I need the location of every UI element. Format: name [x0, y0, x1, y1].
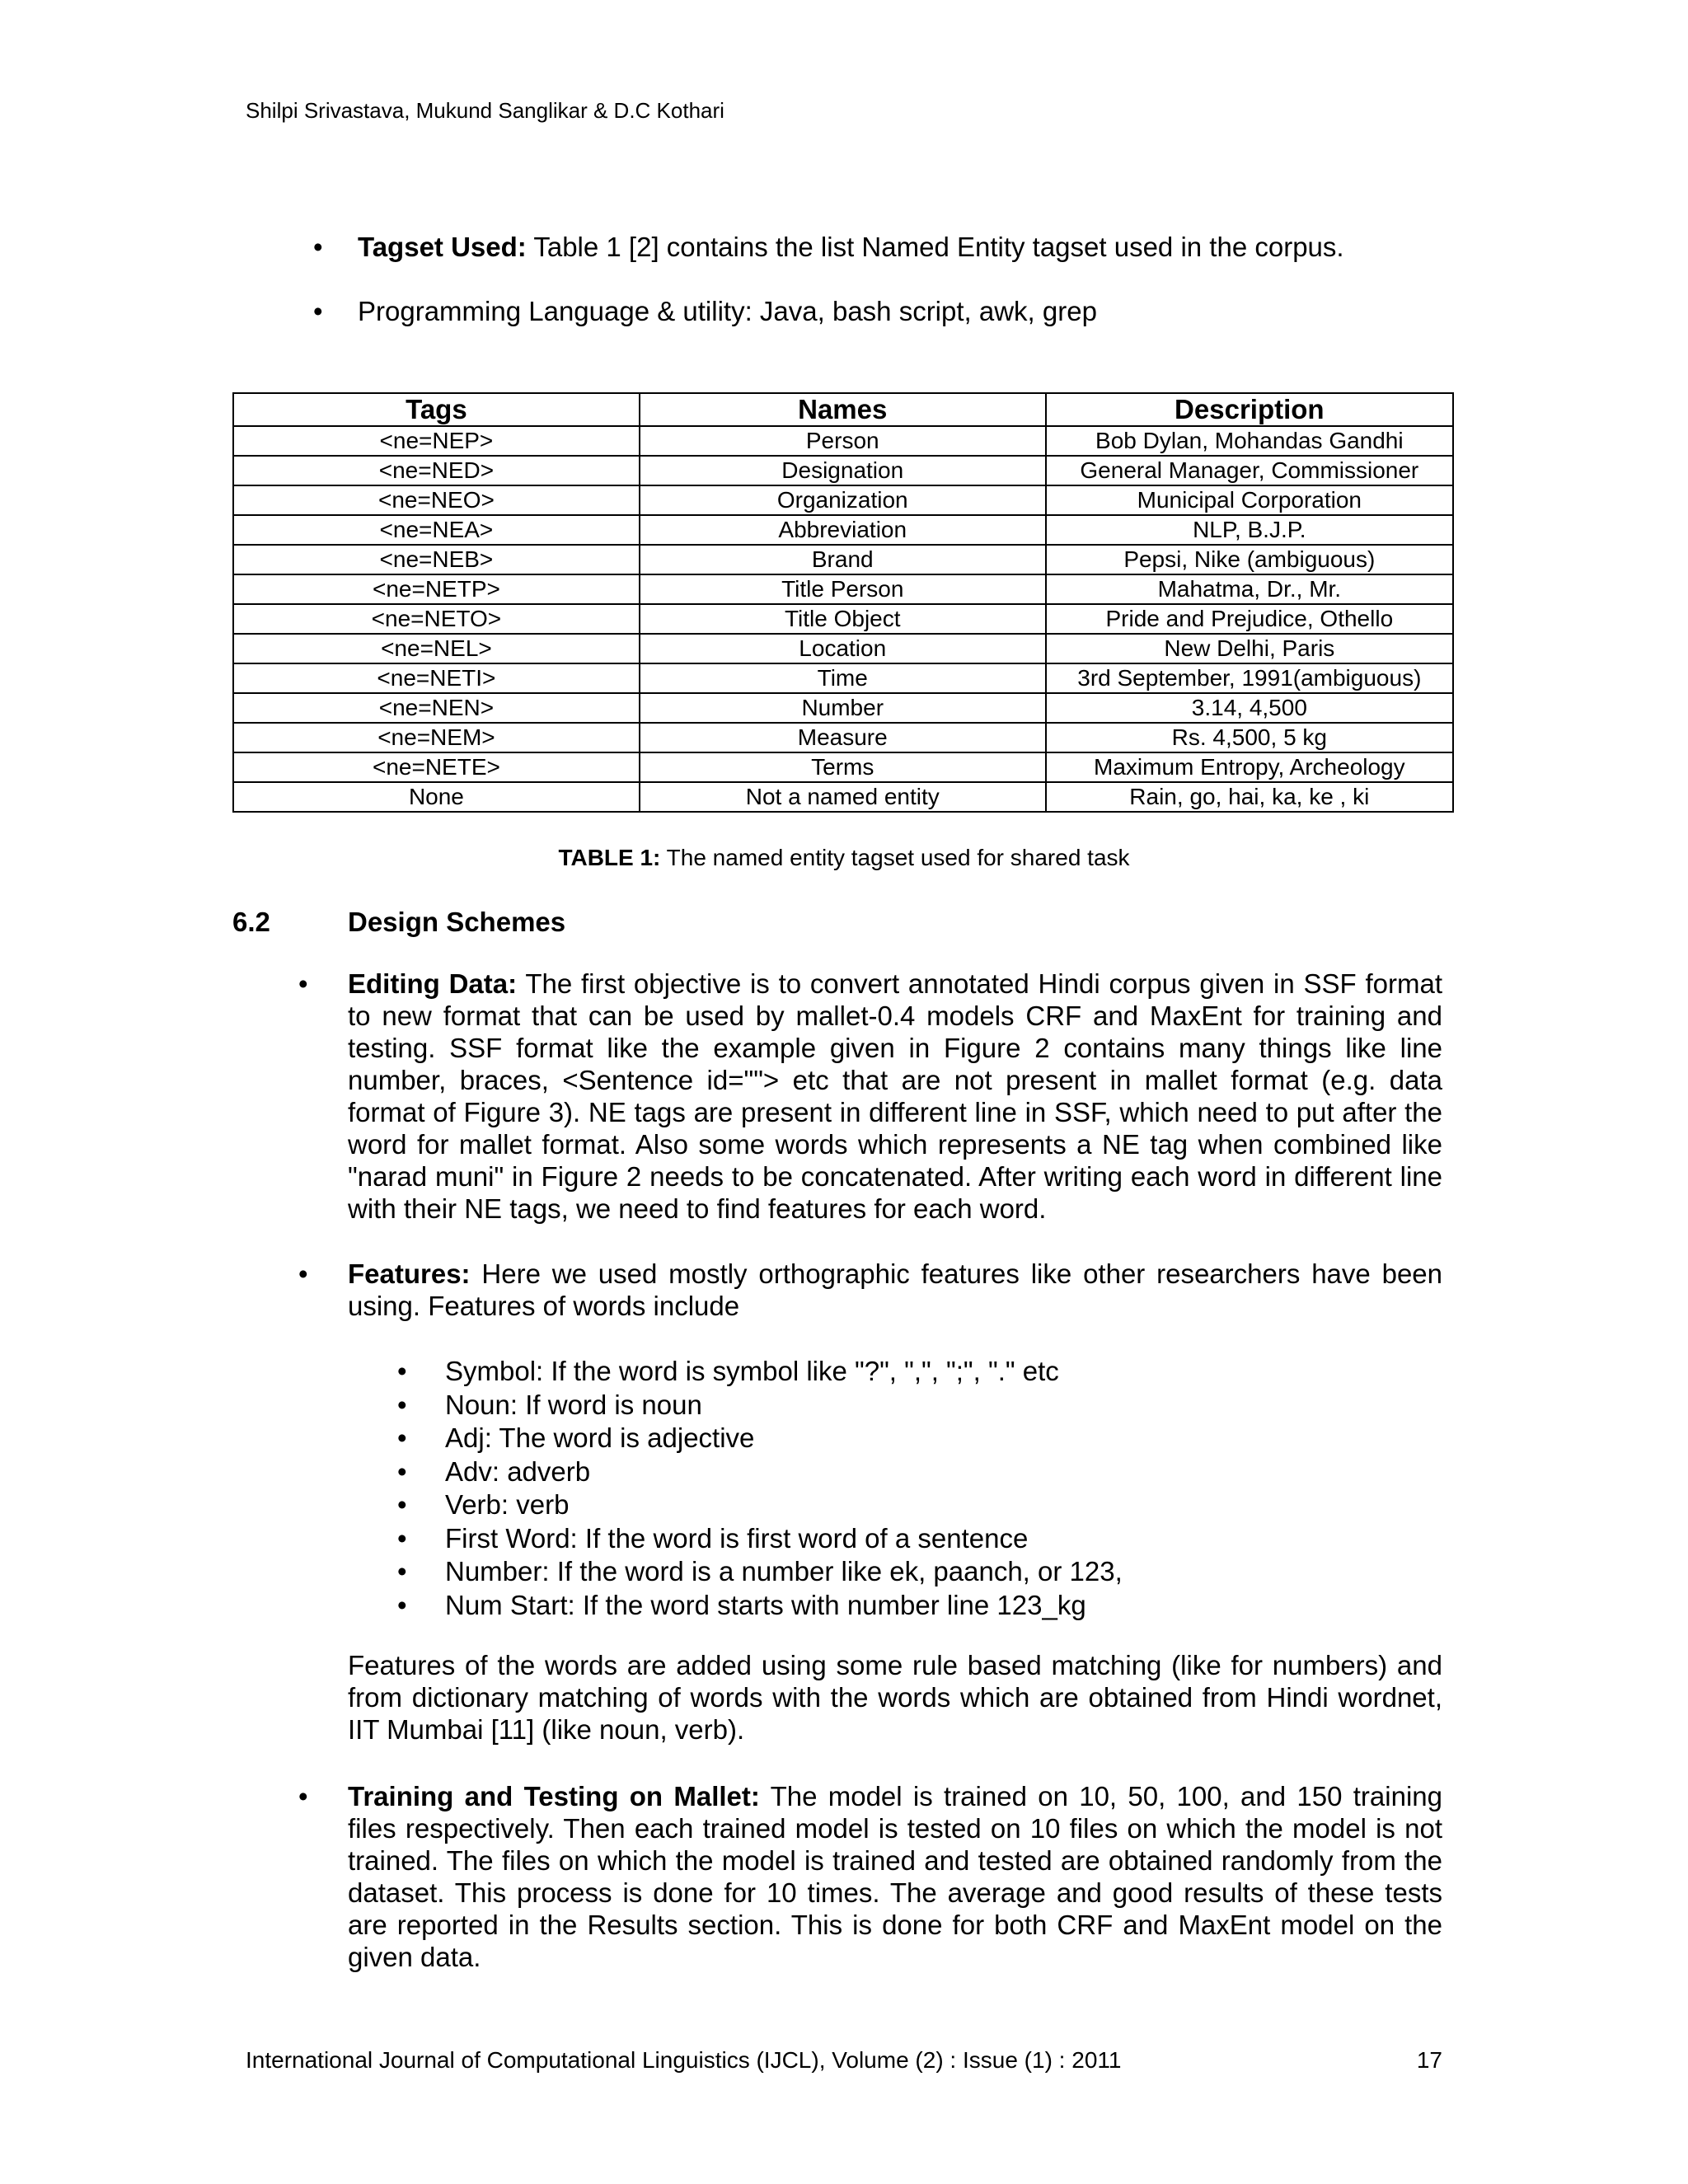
table-row	[233, 604, 1453, 634]
description-cell: NLP, B.J.P.	[1046, 515, 1453, 545]
list-item-text: Verb: verb	[445, 1489, 570, 1520]
bullet-dot: •	[397, 1489, 407, 1520]
features-followup-paragraph: Features of the words are added using some rule based matching (like for numbers) and from dictionary matching of words with the words which are obtained from Hindi wordnet, IIT Mumbai [11] (like noun, verb).	[348, 1650, 1442, 1745]
table-row	[233, 752, 1453, 782]
column-header-names: Names	[640, 393, 1046, 426]
bullet-editing-data	[298, 968, 1442, 1225]
name-cell: Measure	[640, 723, 1046, 752]
list-item-text: Symbol: If the word is symbol like "?", ",", ";", "." etc	[445, 1356, 1059, 1386]
description-cell: Maximum Entropy, Archeology	[1046, 752, 1453, 782]
description-cell: Pride and Prejudice, Othello	[1046, 604, 1453, 634]
paragraph-text: The first objective is to convert annotated Hindi corpus given in SSF format to new format that can be used by mallet-0.4 models CRF and MaxEnt for training and testing. SSF format like the example given in Figure 2 contains many things like line number, braces, <Sentence id=""> etc that are not present in mallet format (e.g. data format of Figure 3). NE tags are present in different line in SSF, which need to put after the word for mallet format. Also some words which represents a NE tag when combined like "narad muni" in Figure 2 needs to be concatenated. After writing each word in different line with their NE tags, we need to find features for each word.	[348, 968, 1442, 1224]
paragraph-text: Here we used mostly orthographic features like other researchers have been using. Features of words include	[348, 1258, 1442, 1321]
tag-cell: <ne=NEO>	[233, 485, 640, 515]
table-row	[233, 634, 1453, 663]
list-item-text: Adj: The word is adjective	[445, 1422, 755, 1453]
bullet-dot: •	[298, 968, 308, 999]
name-cell: Designation	[640, 456, 1046, 485]
name-cell: Abbreviation	[640, 515, 1046, 545]
tag-cell: <ne=NETP>	[233, 574, 640, 604]
description-cell: Municipal Corporation	[1046, 485, 1453, 515]
name-cell: Title Person	[640, 574, 1046, 604]
bullet-text: Programming Language & utility: Java, bash script, awk, grep	[358, 296, 1097, 326]
name-cell: Organization	[640, 485, 1046, 515]
column-header-description: Description	[1046, 393, 1453, 426]
tag-cell: <ne=NEP>	[233, 426, 640, 456]
bullet-text: Table 1 [2] contains the list Named Entity tagset used in the corpus.	[526, 232, 1344, 262]
tag-cell: <ne=NETI>	[233, 663, 640, 693]
named-entity-tagset-table	[232, 392, 1454, 813]
description-cell: General Manager, Commissioner	[1046, 456, 1453, 485]
features-paragraph	[348, 1258, 1442, 1322]
table-row	[233, 782, 1453, 812]
table-row	[233, 574, 1453, 604]
description-cell: Mahatma, Dr., Mr.	[1046, 574, 1453, 604]
feature-list	[397, 1355, 1434, 1622]
bullet-dot: •	[397, 1589, 407, 1620]
table-row	[233, 663, 1453, 693]
tag-cell: <ne=NEM>	[233, 723, 640, 752]
list-item-text: Number: If the word is a number like ek, paanch, or 123,	[445, 1556, 1123, 1586]
bullet-dot: •	[313, 296, 323, 326]
list-item	[397, 1389, 1434, 1422]
tag-cell: <ne=NED>	[233, 456, 640, 485]
tag-cell: <ne=NETO>	[233, 604, 640, 634]
list-item	[397, 1355, 1434, 1389]
list-item	[397, 1589, 1434, 1623]
bullet-tagset-used	[246, 229, 1449, 265]
editing-data-paragraph	[348, 968, 1442, 1225]
table-caption	[0, 843, 1688, 873]
section-number: 6.2	[232, 907, 270, 937]
name-cell: Time	[640, 663, 1046, 693]
name-cell: Not a named entity	[640, 782, 1046, 812]
bullet-dot: •	[298, 1781, 308, 1811]
table-row	[233, 693, 1453, 723]
name-cell: Title Object	[640, 604, 1046, 634]
tag-cell: <ne=NEL>	[233, 634, 640, 663]
description-cell: Bob Dylan, Mohandas Gandhi	[1046, 426, 1453, 456]
bullet-dot: •	[397, 1422, 407, 1453]
list-item	[397, 1555, 1434, 1589]
tag-cell: <ne=NETE>	[233, 752, 640, 782]
bullet-programming-language	[246, 293, 1449, 330]
description-cell: Rain, go, hai, ka, ke , ki	[1046, 782, 1453, 812]
bullet-dot: •	[397, 1356, 407, 1386]
page-footer	[246, 2046, 1442, 2075]
section-title: Design Schemes	[348, 907, 566, 937]
name-cell: Location	[640, 634, 1046, 663]
table-row	[233, 426, 1453, 456]
tag-cell: <ne=NEB>	[233, 545, 640, 574]
list-item-text: Adv: adverb	[445, 1455, 591, 1487]
tag-cell: None	[233, 782, 640, 812]
bullet-dot: •	[397, 1455, 407, 1487]
table-caption-text: The named entity tagset used for shared task	[660, 845, 1130, 870]
column-header-tags: Tags	[233, 393, 640, 426]
description-cell: 3rd September, 1991(ambiguous)	[1046, 663, 1453, 693]
name-cell: Brand	[640, 545, 1046, 574]
list-item-text: Noun: If word is noun	[445, 1389, 702, 1420]
bullet-features	[298, 1258, 1442, 1322]
table-row	[233, 515, 1453, 545]
table-row	[233, 456, 1453, 485]
list-item-text: Num Start: If the word starts with number line 123_kg	[445, 1589, 1086, 1620]
features-followup	[348, 1649, 1442, 1746]
list-item	[397, 1455, 1434, 1489]
table-header-row	[233, 393, 1453, 426]
table-row	[233, 485, 1453, 515]
bullet-dot: •	[298, 1258, 308, 1289]
bullet-bold-label: Editing Data:	[348, 968, 518, 999]
table-row	[233, 545, 1453, 574]
description-cell: Pepsi, Nike (ambiguous)	[1046, 545, 1453, 574]
bullet-bold-label: Features:	[348, 1258, 471, 1289]
bullet-dot: •	[397, 1556, 407, 1586]
description-cell: 3.14, 4,500	[1046, 693, 1453, 723]
top-bullet-list	[246, 229, 1449, 358]
bullet-bold-label: Training and Testing on Mallet:	[348, 1781, 760, 1811]
name-cell: Terms	[640, 752, 1046, 782]
running-head: Shilpi Srivastava, Mukund Sanglikar & D.C Kothari	[246, 98, 724, 123]
table-caption-label: TABLE 1:	[558, 845, 661, 870]
section-heading	[232, 904, 565, 940]
page-number: 17	[1416, 2047, 1442, 2073]
paragraph-text: The model is trained on 10, 50, 100, and 150 training files respectively. Then each trained model is tested on 10 files on which the model is not trained. The files on which the model is trained and tested are obtained randomly from the dataset. This process is done for 10 times. The average and good results of these tests are reported in the Results section. This is done for both CRF and MaxEnt model on the given data.	[348, 1781, 1442, 1972]
journal-citation: International Journal of Computational Linguistics (IJCL), Volume (2) : Issue (1) : 2011	[246, 2047, 1122, 2073]
list-item	[397, 1422, 1434, 1455]
list-item	[397, 1522, 1434, 1556]
bullet-dot: •	[397, 1389, 407, 1420]
bullet-training-testing	[298, 1780, 1442, 1973]
tag-cell: <ne=NEN>	[233, 693, 640, 723]
description-cell: Rs. 4,500, 5 kg	[1046, 723, 1453, 752]
table-row	[233, 723, 1453, 752]
bullet-dot: •	[397, 1522, 407, 1554]
description-cell: New Delhi, Paris	[1046, 634, 1453, 663]
tag-cell: <ne=NEA>	[233, 515, 640, 545]
bullet-bold-label: Tagset Used:	[358, 232, 527, 262]
list-item	[397, 1488, 1434, 1522]
list-item-text: First Word: If the word is first word of a sentence	[445, 1522, 1029, 1554]
training-paragraph	[348, 1780, 1442, 1973]
name-cell: Person	[640, 426, 1046, 456]
name-cell: Number	[640, 693, 1046, 723]
bullet-dot: •	[313, 232, 323, 262]
